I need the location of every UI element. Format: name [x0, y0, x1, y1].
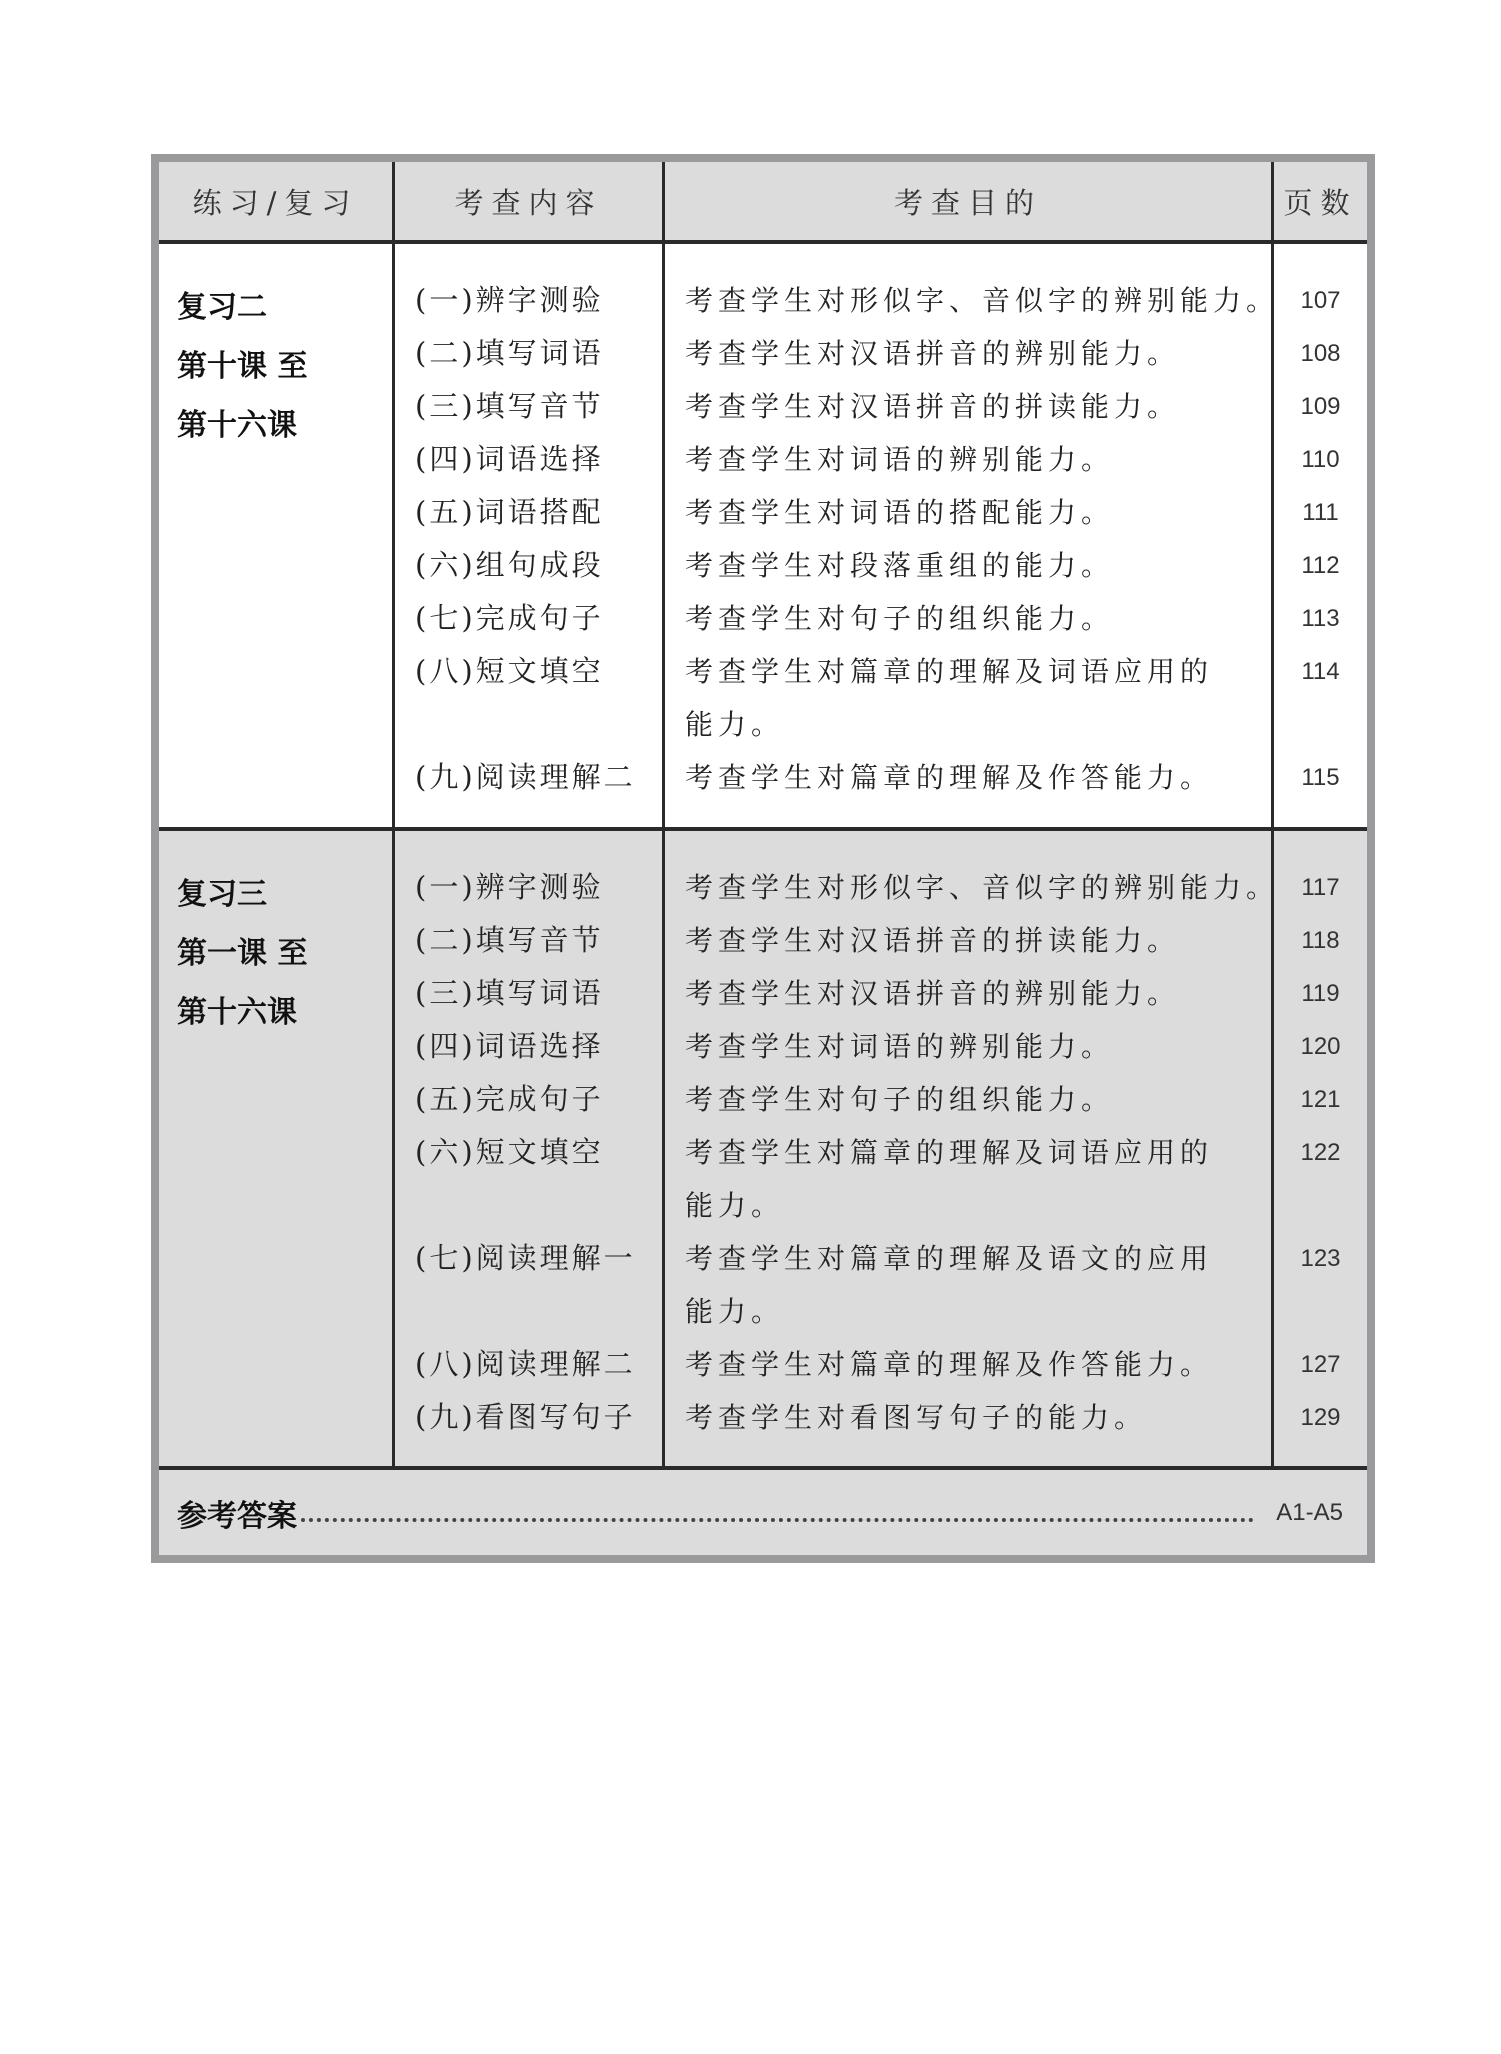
- page-number[interactable]: 120: [1300, 1033, 1341, 1060]
- purpose-text: 能力。: [685, 1189, 785, 1222]
- page-number[interactable]: 122: [1300, 1139, 1341, 1166]
- table-header: [159, 162, 1367, 244]
- exercise-item[interactable]: (五)词语搭配: [415, 495, 604, 529]
- table-frame: [151, 154, 1375, 1563]
- page-number[interactable]: 129: [1300, 1404, 1341, 1431]
- exercise-item[interactable]: (四)词语选择: [415, 1029, 604, 1063]
- purpose-text: 考查学生对汉语拼音的拼读能力。: [685, 390, 1181, 423]
- section-review-2: [159, 244, 1367, 831]
- purpose-text: 考查学生对篇章的理解及作答能力。: [685, 761, 1214, 794]
- page-column: [1274, 831, 1367, 1466]
- section-title-line: 复习三: [177, 877, 267, 912]
- exercise-item[interactable]: (八)阅读理解二: [415, 1347, 636, 1381]
- purpose-text: 考查学生对篇章的理解及词语应用的: [685, 655, 1214, 688]
- purpose-text: 考查学生对词语的辨别能力。: [685, 443, 1115, 476]
- page-number[interactable]: 127: [1300, 1351, 1341, 1378]
- section-title: [159, 831, 395, 1466]
- exercise-item[interactable]: (三)填写词语: [415, 976, 604, 1010]
- header-content: 考查内容: [395, 162, 665, 240]
- purpose-text: 能力。: [685, 708, 785, 741]
- exercise-item[interactable]: (七)完成句子: [415, 601, 604, 635]
- header-practice: 练习/复习: [159, 162, 395, 240]
- answer-key-row[interactable]: [159, 1470, 1367, 1555]
- exercise-item[interactable]: (一)辨字测验: [415, 283, 604, 317]
- exercise-item[interactable]: (四)词语选择: [415, 442, 604, 476]
- purpose-text: 考查学生对汉语拼音的辨别能力。: [685, 337, 1181, 370]
- purpose-column: [665, 831, 1280, 1466]
- page-number[interactable]: 118: [1301, 927, 1340, 954]
- contents-table: [159, 162, 1367, 1555]
- answer-key-page: A1-A5: [1276, 1498, 1343, 1526]
- purpose-column: [665, 244, 1280, 827]
- exercise-item[interactable]: (五)完成句子: [415, 1082, 604, 1116]
- purpose-text: 考查学生对篇章的理解及作答能力。: [685, 1348, 1214, 1381]
- page-number[interactable]: 109: [1300, 393, 1341, 420]
- purpose-text: 考查学生对形似字、音似字的辨别能力。: [685, 871, 1280, 904]
- page-number[interactable]: 110: [1301, 446, 1340, 473]
- spacer: [1274, 698, 1367, 751]
- content-column: [395, 831, 665, 1466]
- answer-key-label: 参考答案: [177, 1498, 297, 1534]
- header-purpose: 考查目的: [665, 162, 1274, 240]
- exercise-item[interactable]: (六)组句成段: [415, 548, 604, 582]
- exercise-item[interactable]: (六)短文填空: [415, 1135, 604, 1169]
- page-number[interactable]: 123: [1300, 1245, 1341, 1272]
- header-page: 页数: [1283, 185, 1358, 220]
- spacer: [395, 698, 662, 751]
- page-number[interactable]: 117: [1301, 874, 1340, 901]
- page-number[interactable]: 112: [1301, 552, 1340, 579]
- section-title-line: 第十六课: [177, 408, 297, 443]
- exercise-item[interactable]: (九)阅读理解二: [415, 760, 636, 794]
- exercise-item[interactable]: (九)看图写句子: [415, 1400, 636, 1434]
- section-review-3: [159, 831, 1367, 1470]
- section-title-line: 第一课 至: [177, 936, 308, 971]
- exercise-item[interactable]: (二)填写音节: [415, 923, 604, 957]
- purpose-text: 考查学生对形似字、音似字的辨别能力。: [685, 284, 1280, 317]
- spacer: [1274, 1179, 1367, 1232]
- dot-leader: [301, 1518, 1254, 1522]
- page-number[interactable]: 107: [1300, 287, 1341, 314]
- purpose-text: 考查学生对句子的组织能力。: [685, 1083, 1115, 1116]
- purpose-text: 考查学生对汉语拼音的辨别能力。: [685, 977, 1181, 1010]
- purpose-text: 考查学生对篇章的理解及语文的应用: [685, 1242, 1214, 1275]
- page-column: [1274, 244, 1367, 827]
- page-number[interactable]: 114: [1301, 658, 1340, 685]
- section-title-line: 第十课 至: [177, 349, 308, 384]
- page-number[interactable]: 115: [1301, 764, 1340, 791]
- purpose-text: 考查学生对汉语拼音的拼读能力。: [685, 924, 1181, 957]
- purpose-text: 考查学生对看图写句子的能力。: [685, 1401, 1148, 1434]
- section-title-line: 第十六课: [177, 995, 297, 1030]
- section-title-line: 复习二: [177, 290, 267, 325]
- spacer: [395, 1179, 662, 1232]
- section-title: [159, 244, 395, 827]
- purpose-text: 考查学生对词语的搭配能力。: [685, 496, 1115, 529]
- page-number[interactable]: 111: [1302, 499, 1339, 526]
- exercise-item[interactable]: (七)阅读理解一: [415, 1241, 636, 1275]
- purpose-text: 能力。: [685, 1295, 785, 1328]
- page-number[interactable]: 121: [1300, 1086, 1341, 1113]
- exercise-item[interactable]: (八)短文填空: [415, 654, 604, 688]
- page-number[interactable]: 108: [1300, 340, 1341, 367]
- page-number[interactable]: 119: [1301, 980, 1340, 1007]
- exercise-item[interactable]: (一)辨字测验: [415, 870, 604, 904]
- spacer: [395, 1285, 662, 1338]
- purpose-text: 考查学生对句子的组织能力。: [685, 602, 1115, 635]
- purpose-text: 考查学生对段落重组的能力。: [685, 549, 1115, 582]
- exercise-item[interactable]: (二)填写词语: [415, 336, 604, 370]
- page-number[interactable]: 113: [1301, 605, 1340, 632]
- exercise-item[interactable]: (三)填写音节: [415, 389, 604, 423]
- content-column: [395, 244, 665, 827]
- purpose-text: 考查学生对篇章的理解及词语应用的: [685, 1136, 1214, 1169]
- spacer: [1274, 1285, 1367, 1338]
- purpose-text: 考查学生对词语的辨别能力。: [685, 1030, 1115, 1063]
